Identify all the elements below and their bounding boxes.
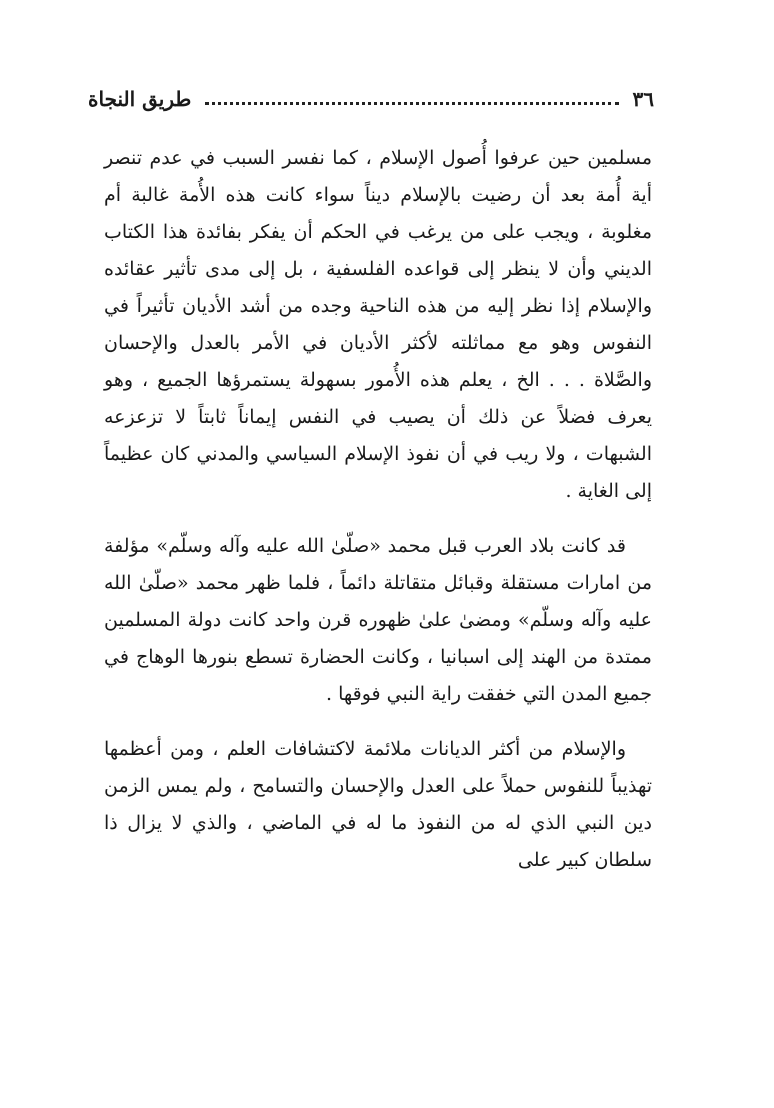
body-text bbox=[104, 140, 652, 879]
book-title: طريق النجاة bbox=[88, 87, 192, 111]
paragraph: والإسلام من أكثر الديانات ملائمة لاكتشافات العلم ، ومن أعظمها تهذيباً للنفوس حملاً على العدل والإحسان والتسامح ، ولم يمس الزمن دين النبي الذي له من النفوذ ما له في الماضي ، والذي لا يزال ذا سلطان كبير على bbox=[104, 738, 652, 871]
running-header bbox=[88, 84, 654, 114]
paragraph: قد كانت بلاد العرب قبل محمد «صلّىٰ الله عليه وآله وسلّم» مؤلفة من امارات مستقلة وقبائل متقاتلة دائماً ، فلما ظهر محمد «صلّىٰ الله عليه وآله وسلّم» ومضىٰ علىٰ ظهوره قرن واحد كانت دولة المسلمين ممتدة من الهند إلى اسبانيا ، وكانت الحضارة تسطع بنورها الوهاج في جميع المدن التي خفقت راية النبي فوقها . bbox=[104, 535, 652, 705]
dot-leader bbox=[205, 102, 618, 105]
page-number: ٣٦ bbox=[632, 87, 654, 111]
paragraph: مسلمين حين عرفوا أُصول الإسلام ، كما نفسر السبب في عدم تنصر أية أُمة بعد أن رضيت بالإسلام ديناً سواء كانت هذه الأُمة غالبة أم مغلوبة ، ويجب على من يرغب في الحكم أن يفكر بفائدة هذا الكتاب الديني وأن لا ينظر إلى قواعده الفلسفية ، بل إلى مدى تأثير عقائده والإسلام إذا نظر إليه من هذه الناحية وجده من أشد الأديان تأثيراً في النفوس وهو مع مماثلته لأكثر الأديان في الأمر بالعدل والإحسان والصَّلاة . . . الخ ، يعلم هذه الأُمور بسهولة يستمرؤها الجميع ، وهو يعرف فضلاً عن ذلك أن يصيب في النفس إيماناً ثابتاً لا تزعزعه الشبهات ، ولا ريب في أن نفوذ الإسلام السياسي والمدني كان عظيماً إلى الغاية . bbox=[104, 147, 652, 502]
